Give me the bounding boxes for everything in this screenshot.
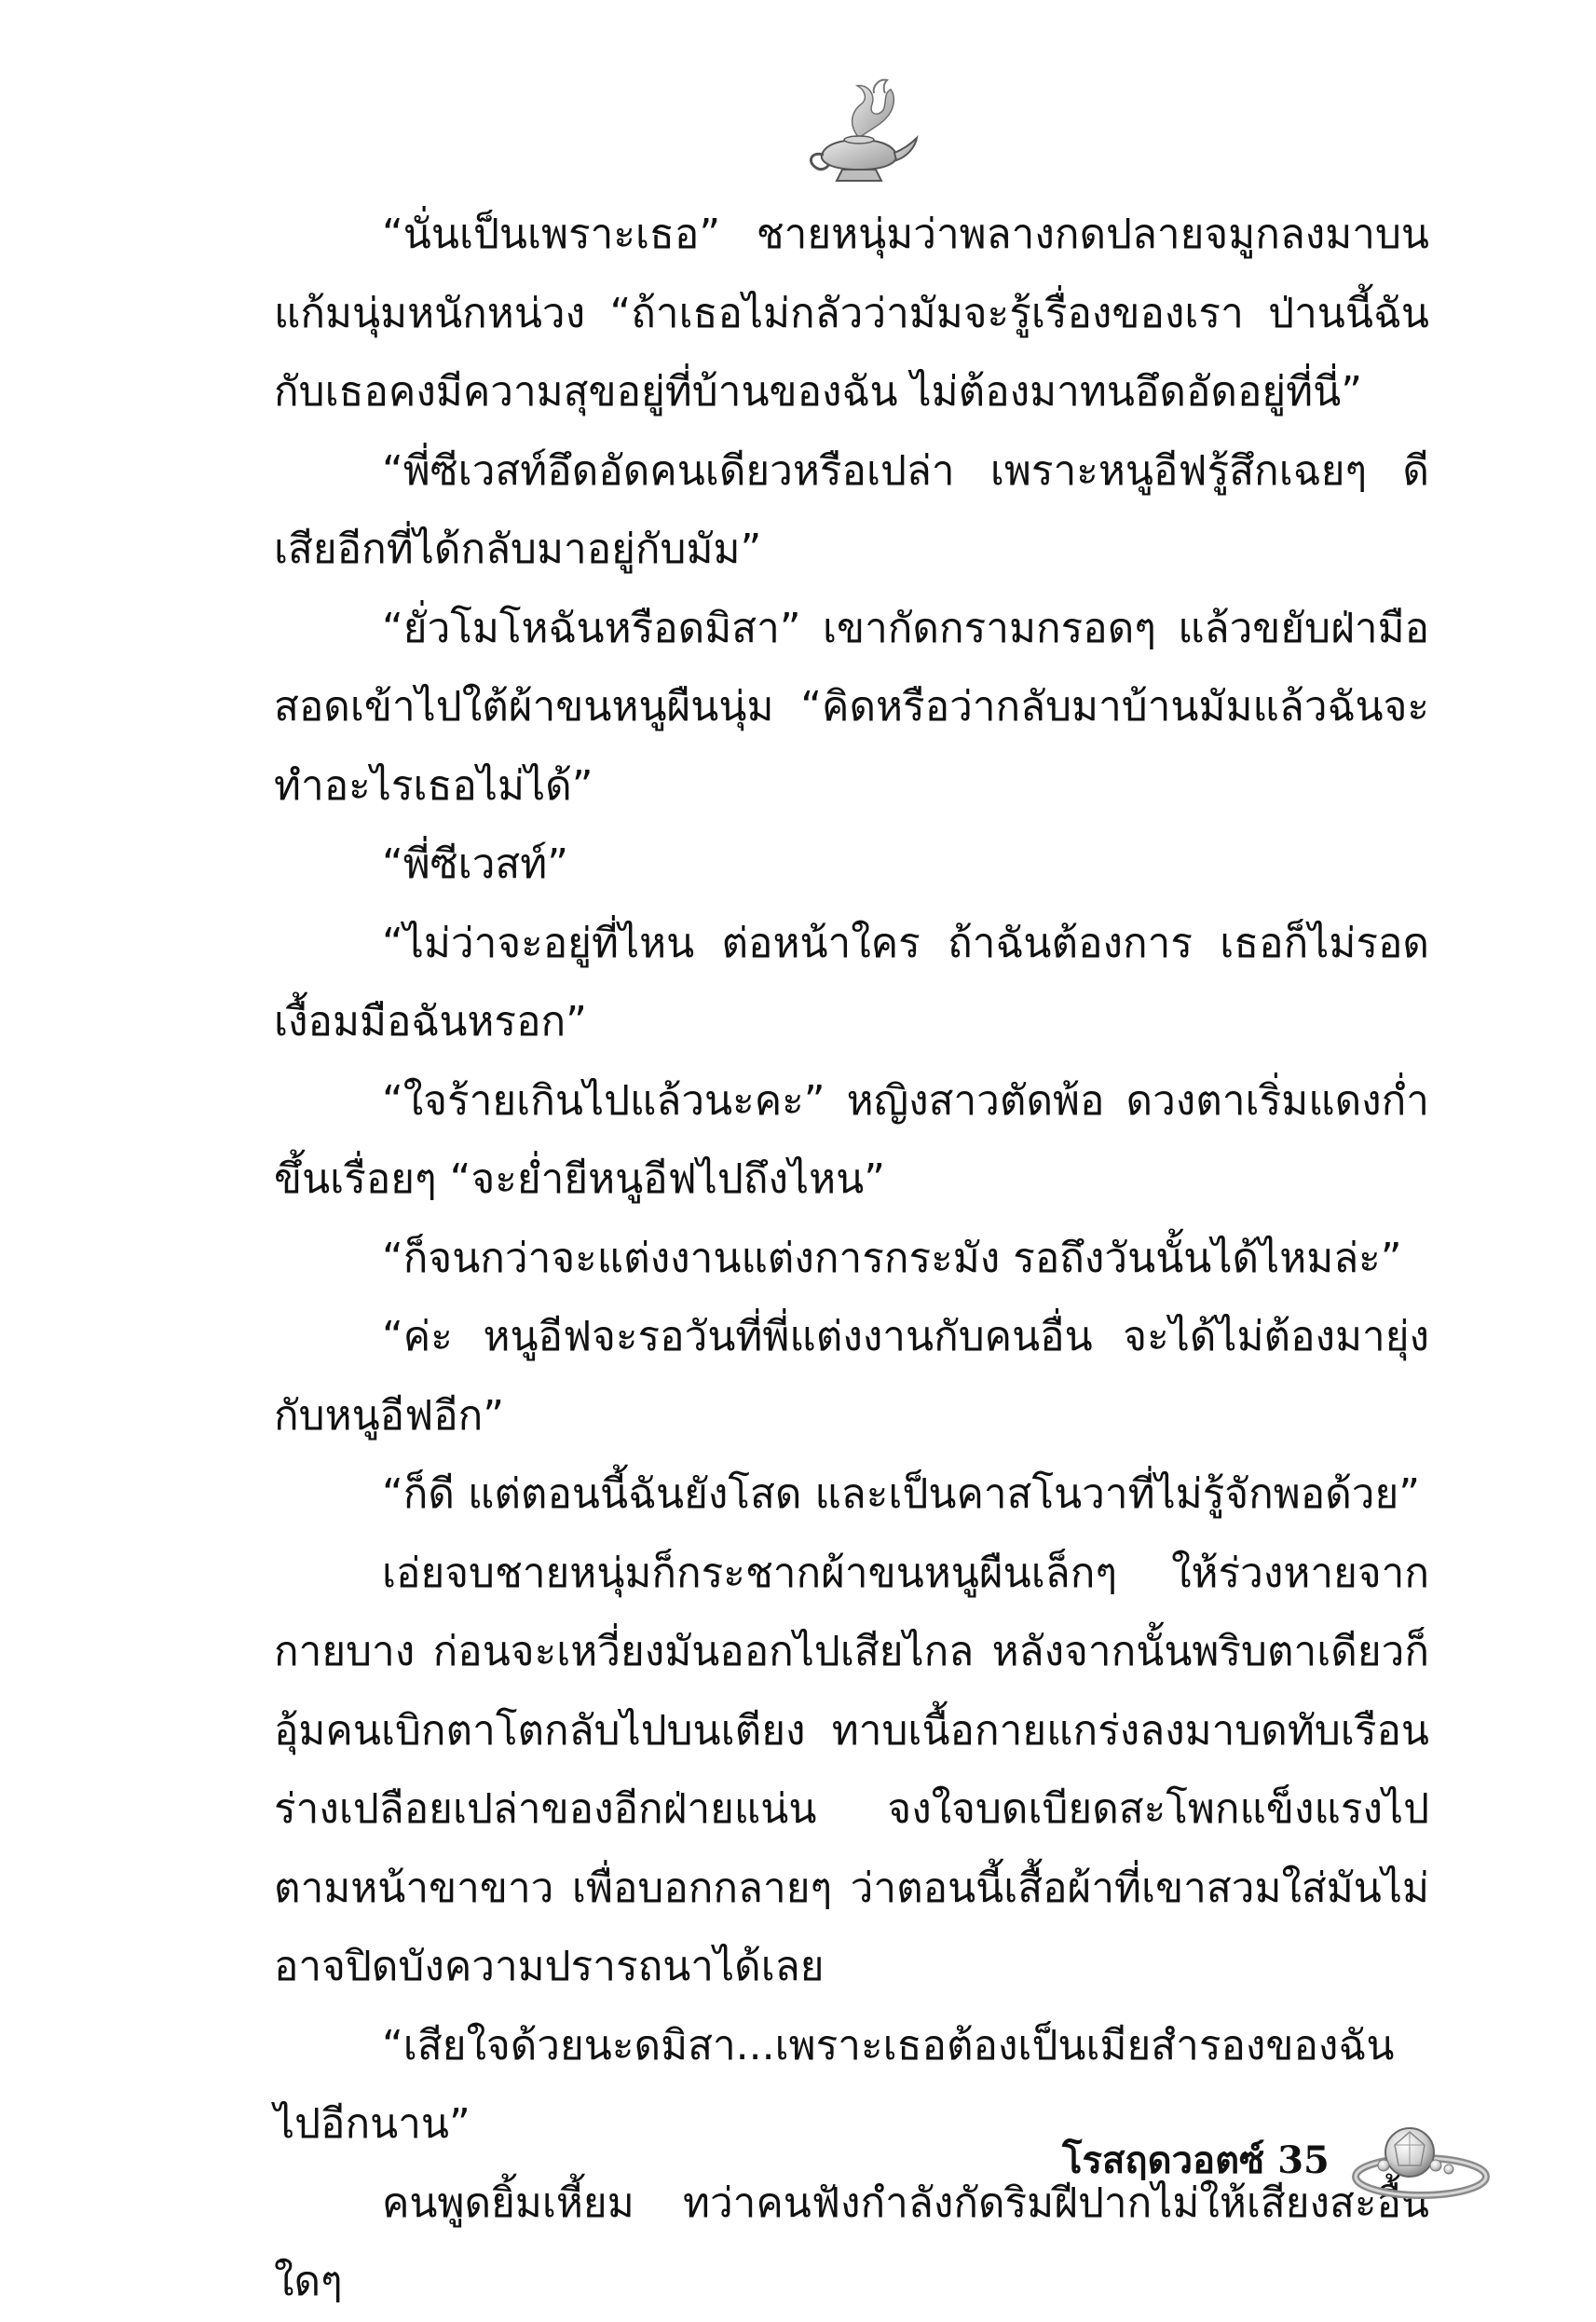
- diamond-ring-icon: [1346, 2113, 1495, 2206]
- paragraph: “พี่ซีเวสท์อึดอัดคนเดียวหรือเปล่า เพราะหนูอีฟรู้สึกเฉยๆ ดีเสียอีกที่ได้กลับมาอยู่กับมัม”: [274, 446, 1429, 573]
- book-title: โรสฤดวอตซ์: [1062, 2138, 1265, 2182]
- paragraph: “พี่ซีเวสท์”: [382, 840, 569, 888]
- body-text: [274, 196, 1429, 2322]
- page-footer: [1062, 2113, 1495, 2206]
- paragraph: คนพูดยิ้มเหี้ยม ทว่าคนฟังกำลังกัดริมฝีปากไม่ให้เสียงสะอื้นใดๆ: [274, 2179, 1429, 2305]
- paragraph: “ใจร้ายเกินไปแล้วนะคะ” หญิงสาวตัดพ้อ ดวงตาเริ่มแดงก่ำขึ้นเรื่อยๆ “จะย่ำยีหนูอีฟไปถึงไหน”: [274, 1076, 1429, 1203]
- paragraph: “เสียใจด้วยนะดมิสา...เพราะเธอต้องเป็นเมียสำรองของฉันไปอีกนาน”: [274, 2021, 1395, 2148]
- paragraph: “ก็จนกว่าจะแต่งงานแต่งการกระมัง รอถึงวันนั้นได้ไหมล่ะ”: [382, 1234, 1402, 1282]
- page-number: 35: [1277, 2138, 1330, 2182]
- paragraph: “ไม่ว่าจะอยู่ที่ไหน ต่อหน้าใคร ถ้าฉันต้องการ เธอก็ไม่รอดเงื้อมมือฉันหรอก”: [274, 919, 1429, 1045]
- paragraph: “ค่ะ หนูอีฟจะรอวันที่พี่แต่งงานกับคนอื่น จะได้ไม่ต้องมายุ่งกับหนูอีฟอีก”: [274, 1313, 1429, 1440]
- genie-lamp-icon: [794, 65, 924, 196]
- paragraph: “นั่นเป็นเพราะเธอ” ชายหนุ่มว่าพลางกดปลายจมูกลงมาบนแก้มนุ่มหนักหน่วง “ถ้าเธอไม่กลัวว่ามัมจะรู้เรื่องของเรา ป่านนี้ฉันกับเธอคงมีความสุขอยู่ที่บ้านของฉัน ไม่ต้องมาทนอึดอัดอยู่ที่นี่”: [274, 211, 1429, 416]
- paragraph: เอ่ยจบชายหนุ่มก็กระชากผ้าขนหนูผืนเล็กๆ ให้ร่วงหายจากกายบาง ก่อนจะเหวี่ยงมันออกไปเสียไกล หลังจากนั้นพริบตาเดียวก็อุ้มคนเบิกตาโตกลับไปบนเตียง ทาบเนื้อกายแกร่งลงมาบดทับเรือนร่างเปลือยเปล่าของอีกฝ่ายแน่น จงใจบดเบียดสะโพกแข็งแรงไปตามหน้าขาขาว เพื่อบอกกลายๆ ว่าตอนนี้เสื้อผ้าที่เขาสวมใส่มันไม่อาจปิดบังความปรารถนาได้เลย: [274, 1549, 1429, 1990]
- paragraph: “ยั่วโมโหฉันหรือดมิสา” เขากัดกรามกรอดๆ แล้วขยับฝ่ามือสอดเข้าไปใต้ผ้าขนหนูผืนนุ่ม “คิดหรือว่ากลับมาบ้านมัมแล้วฉันจะทำอะไรเธอไม่ได้”: [274, 604, 1429, 810]
- paragraph: “ก็ดี แต่ตอนนี้ฉันยังโสด และเป็นคาสโนวาที่ไม่รู้จักพอด้วย”: [382, 1470, 1421, 1518]
